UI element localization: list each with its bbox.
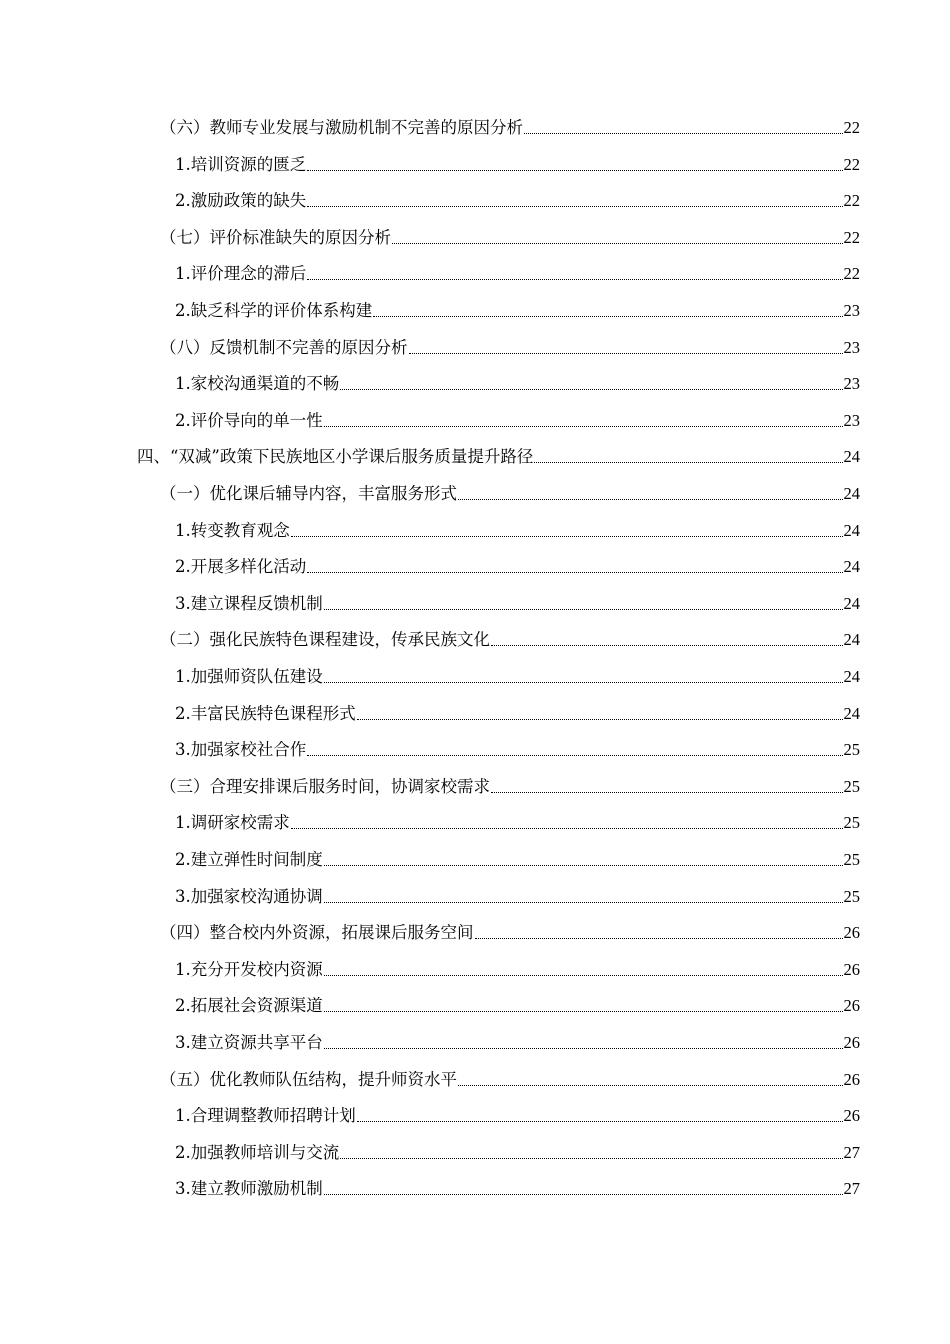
toc-entry[interactable] xyxy=(175,1177,860,1201)
toc-dot-leader xyxy=(291,828,843,829)
toc-page-number: 25 xyxy=(843,740,860,760)
toc-entry[interactable] xyxy=(160,775,860,799)
toc-dot-leader xyxy=(458,499,843,500)
toc-dot-leader xyxy=(340,1158,842,1159)
toc-page-number: 22 xyxy=(843,118,860,137)
toc-entry-title: 3.加强家校社合作 xyxy=(175,740,307,760)
toc-entry[interactable] xyxy=(175,738,860,762)
toc-page-number: 23 xyxy=(843,410,860,430)
toc-dot-leader xyxy=(373,316,842,317)
toc-dot-leader xyxy=(324,609,843,610)
toc-entry-title: 1.转变教育观念 xyxy=(175,520,290,540)
toc-entry-title: 2.拓展社会资源渠道 xyxy=(175,996,323,1016)
toc-entry-title: 3.建立教师激励机制 xyxy=(175,1179,323,1199)
toc-dot-leader xyxy=(307,755,842,756)
toc-entry-title: 3.建立资源共享平台 xyxy=(175,1033,323,1052)
toc-page-number: 22 xyxy=(843,191,860,211)
toc-entry-title: （二）强化民族特色课程建设，传承民族文化 xyxy=(160,630,490,650)
toc-dot-leader xyxy=(307,170,842,171)
toc-entry[interactable] xyxy=(160,226,860,250)
toc-dot-leader xyxy=(534,462,842,463)
toc-dot-leader xyxy=(324,682,843,683)
toc-entry[interactable] xyxy=(160,921,860,945)
toc-dot-leader xyxy=(324,1048,843,1049)
toc-entry[interactable] xyxy=(160,336,860,360)
toc-entry[interactable] xyxy=(137,445,860,469)
toc-entry-title: 2.加强教师培训与交流 xyxy=(175,1142,340,1162)
toc-dot-leader xyxy=(307,279,842,280)
toc-entry-title: 1.家校沟通渠道的不畅 xyxy=(175,374,340,394)
toc-dot-leader xyxy=(307,572,842,573)
toc-page-number: 25 xyxy=(843,850,860,869)
toc-entry-title: 1.充分开发校内资源 xyxy=(175,959,323,979)
toc-entry-title: 1.培训资源的匮乏 xyxy=(175,154,307,174)
toc-entry[interactable] xyxy=(160,628,860,652)
toc-entry[interactable] xyxy=(175,958,860,982)
toc-entry[interactable] xyxy=(175,299,860,323)
toc-entry[interactable] xyxy=(175,519,860,543)
toc-entry-title: 3.加强家校沟通协调 xyxy=(175,886,323,906)
toc-entry-title: （四）整合校内外资源，拓展课后服务空间 xyxy=(160,923,474,943)
toc-dot-leader xyxy=(324,865,843,866)
toc-entry[interactable] xyxy=(160,116,860,140)
toc-entry[interactable] xyxy=(175,1031,860,1055)
toc-entry-title: （一）优化课后辅导内容，丰富服务形式 xyxy=(160,484,457,503)
toc-entry-title: （六）教师专业发展与激励机制不完善的原因分析 xyxy=(160,118,523,137)
toc-page-number: 24 xyxy=(843,557,860,577)
toc-dot-leader xyxy=(324,426,843,427)
toc-page-number: 26 xyxy=(843,996,860,1016)
toc-entry[interactable] xyxy=(175,1141,860,1165)
toc-dot-leader xyxy=(324,1194,843,1195)
toc-entry-title: 2.评价导向的单一性 xyxy=(175,410,323,430)
toc-page-number: 24 xyxy=(843,667,860,686)
toc-entry[interactable] xyxy=(175,885,860,909)
toc-dot-leader xyxy=(409,353,843,354)
toc-dot-leader xyxy=(324,902,843,903)
toc-entry[interactable] xyxy=(175,811,860,835)
toc-entry-title: 四、“双减”政策下民族地区小学课后服务质量提升路径 xyxy=(137,447,534,467)
toc-entry[interactable] xyxy=(175,994,860,1018)
toc-page-number: 27 xyxy=(843,1142,860,1162)
toc-page-number: 24 xyxy=(843,593,860,613)
toc-entry-title: （三）合理安排课后服务时间，协调家校需求 xyxy=(160,776,490,796)
toc-entry-title: 1.合理调整教师招聘计划 xyxy=(175,1106,356,1126)
toc-entry-title: （七）评价标准缺失的原因分析 xyxy=(160,227,391,247)
toc-dot-leader xyxy=(291,536,843,537)
toc-page-number: 23 xyxy=(843,301,860,320)
toc-page-number: 24 xyxy=(843,520,860,540)
toc-page-number: 24 xyxy=(843,447,860,467)
toc-entry[interactable] xyxy=(175,592,860,616)
toc-page-number: 24 xyxy=(843,484,860,503)
toc-dot-leader xyxy=(340,389,842,390)
toc-dot-leader xyxy=(307,206,842,207)
toc-dot-leader xyxy=(357,1121,843,1122)
toc-entry[interactable] xyxy=(175,153,860,177)
toc-page-number: 22 xyxy=(843,154,860,174)
toc-entry[interactable] xyxy=(175,848,860,872)
toc-page-number: 27 xyxy=(843,1179,860,1199)
toc-page-number: 25 xyxy=(843,813,860,833)
toc-entry-title: 2.丰富民族特色课程形式 xyxy=(175,703,356,723)
toc-page-number: 26 xyxy=(843,1033,860,1052)
toc-entry[interactable] xyxy=(175,262,860,286)
toc-entry[interactable] xyxy=(175,189,860,213)
toc-dot-leader xyxy=(357,719,843,720)
toc-entry-title: 1.评价理念的滞后 xyxy=(175,264,307,284)
toc-page-number: 23 xyxy=(843,374,860,394)
toc-page-number: 25 xyxy=(843,886,860,906)
toc-entry-title: 2.开展多样化活动 xyxy=(175,557,307,577)
toc-dot-leader xyxy=(475,938,843,939)
toc-page-number: 24 xyxy=(843,630,860,650)
toc-page-number: 23 xyxy=(843,337,860,357)
toc-entry[interactable] xyxy=(160,1068,860,1092)
toc-entry-title: 2.建立弹性时间制度 xyxy=(175,850,323,869)
toc-entry-title: （八）反馈机制不完善的原因分析 xyxy=(160,337,408,357)
toc-page-number: 24 xyxy=(843,703,860,723)
toc-entry-title: 2.缺乏科学的评价体系构建 xyxy=(175,301,373,320)
toc-entry-title: 2.激励政策的缺失 xyxy=(175,191,307,211)
toc-page-number: 26 xyxy=(843,923,860,943)
toc-dot-leader xyxy=(324,1011,843,1012)
toc-dot-leader xyxy=(324,975,843,976)
toc-entry[interactable] xyxy=(175,1104,860,1128)
toc-dot-leader xyxy=(458,1085,843,1086)
toc-dot-leader xyxy=(392,243,843,244)
toc-entry-title: 1.加强师资队伍建设 xyxy=(175,667,323,686)
toc-dot-leader xyxy=(491,645,843,646)
toc-entry-title: 1.调研家校需求 xyxy=(175,813,290,833)
toc-entry[interactable] xyxy=(175,555,860,579)
toc-page-number: 26 xyxy=(843,1069,860,1089)
toc-entry[interactable] xyxy=(175,702,860,726)
toc-entry[interactable] xyxy=(175,665,860,689)
toc-page-number: 26 xyxy=(843,1106,860,1126)
toc-entry[interactable] xyxy=(175,409,860,433)
toc-dot-leader xyxy=(491,792,843,793)
toc-page-number: 25 xyxy=(843,776,860,796)
toc-entry-title: 3.建立课程反馈机制 xyxy=(175,593,323,613)
toc-page-number: 22 xyxy=(843,264,860,284)
toc-dot-leader xyxy=(524,133,843,134)
toc-page-number: 26 xyxy=(843,959,860,979)
toc-page-number: 22 xyxy=(843,227,860,247)
toc-entry-title: （五）优化教师队伍结构，提升师资水平 xyxy=(160,1069,457,1089)
toc-entry[interactable] xyxy=(175,372,860,396)
toc-entry[interactable] xyxy=(160,482,860,506)
